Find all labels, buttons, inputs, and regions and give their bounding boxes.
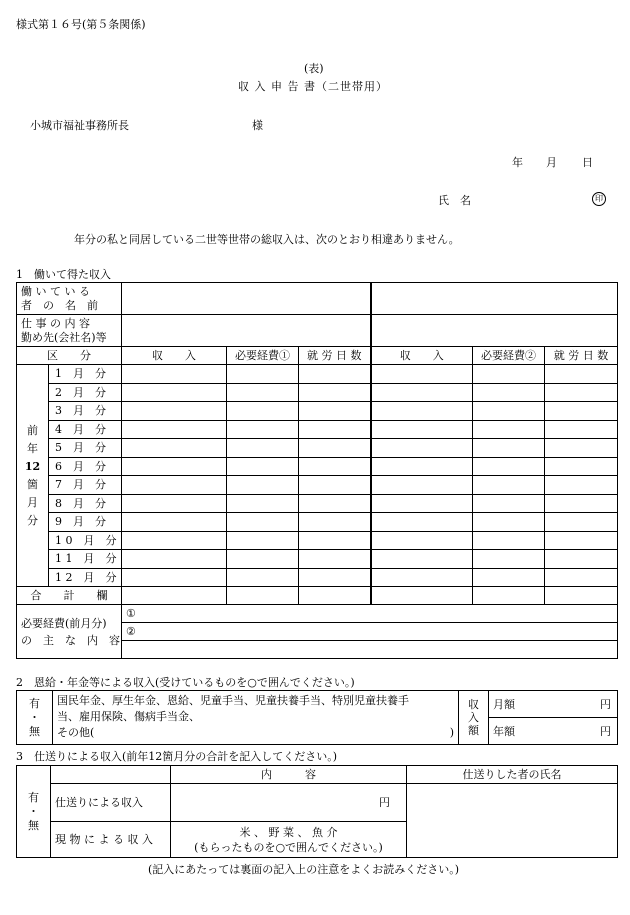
col-days-2: 就 労 日 数	[545, 347, 618, 365]
days-1-cell[interactable]	[299, 383, 371, 402]
days-1-cell[interactable]	[299, 531, 371, 550]
footer-note: (記入にあたっては裏面の記入上の注意をよくお読みください。)	[148, 863, 460, 876]
total-expense-2[interactable]	[473, 587, 545, 605]
income-2-cell[interactable]	[371, 420, 473, 439]
days-2-cell[interactable]	[545, 476, 618, 495]
worker-name-label: 働 い て い る 者 の 名 前	[17, 283, 122, 315]
income-2-cell[interactable]	[371, 439, 473, 458]
month-row	[17, 439, 618, 458]
total-days-2[interactable]	[545, 587, 618, 605]
date-year: 年	[512, 156, 523, 169]
col-category: 区 分	[17, 347, 122, 365]
month-label: 4 月 分	[49, 420, 122, 439]
income-2-cell[interactable]	[371, 476, 473, 495]
statement: 年分の私と同居している二世等世帯の総収入は、次のとおり相違ありません。	[74, 233, 460, 246]
month-rows	[17, 365, 618, 587]
section2-heading: 2 恩給・年金等による収入(受けているものを○で囲んでください。)	[16, 676, 355, 689]
income-2-cell[interactable]	[371, 550, 473, 569]
job-field-1[interactable]	[122, 315, 371, 347]
expense-2-cell[interactable]	[473, 494, 545, 513]
column-header-row	[17, 347, 618, 365]
worker-name-row	[17, 283, 618, 315]
month-label: 5 月 分	[49, 439, 122, 458]
month-row	[17, 568, 618, 587]
month-row	[17, 365, 618, 384]
total-income-1[interactable]	[122, 587, 227, 605]
total-label: 合 計 欄	[17, 587, 122, 605]
income-2-cell[interactable]	[371, 365, 473, 384]
days-2-cell[interactable]	[545, 402, 618, 421]
seal-icon: 印	[592, 192, 606, 206]
expense-detail-3[interactable]	[122, 641, 618, 659]
expense-1-cell[interactable]	[227, 494, 299, 513]
days-2-cell[interactable]	[545, 383, 618, 402]
job-label: 仕 事 の 内 容 勤め先(会社名)等	[17, 315, 122, 347]
seal-mark	[592, 191, 606, 206]
month-row	[17, 531, 618, 550]
section3-heading: 3 仕送りによる収入(前年12箇月分の合計を記入してください。)	[16, 750, 338, 763]
worker-name-field-2[interactable]	[371, 283, 618, 315]
income-1-cell[interactable]	[122, 550, 227, 569]
section1-heading: 1 働いて得た収入	[16, 268, 111, 281]
days-1-cell[interactable]	[299, 476, 371, 495]
month-label: 1 1 月 分	[49, 550, 122, 569]
expense-1-cell[interactable]	[227, 420, 299, 439]
total-days-1[interactable]	[299, 587, 371, 605]
expense-2-cell[interactable]	[473, 550, 545, 569]
month-label: 2 月 分	[49, 383, 122, 402]
days-2-cell[interactable]	[545, 420, 618, 439]
period-label: 前 年 12 箇 月 分	[17, 365, 49, 587]
days-2-cell[interactable]	[545, 550, 618, 569]
expense-1-cell[interactable]	[227, 383, 299, 402]
worker-name-field-1[interactable]	[122, 283, 371, 315]
income-2-cell[interactable]	[371, 402, 473, 421]
pension-yes-no[interactable]: 有 ・ 無	[17, 691, 53, 745]
expense-1-cell[interactable]	[227, 550, 299, 569]
expense-1-cell[interactable]	[227, 365, 299, 384]
expense-2-cell[interactable]	[473, 365, 545, 384]
earned-income-table	[16, 282, 618, 659]
month-label: 8 月 分	[49, 494, 122, 513]
month-label: 1 月 分	[49, 365, 122, 384]
days-1-cell[interactable]	[299, 494, 371, 513]
annual-amount[interactable]: 年額 円	[489, 718, 618, 745]
expense-1-cell[interactable]	[227, 457, 299, 476]
days-1-cell[interactable]	[299, 568, 371, 587]
days-1-cell[interactable]	[299, 420, 371, 439]
expense-2-cell[interactable]	[473, 531, 545, 550]
days-1-cell[interactable]	[299, 402, 371, 421]
expense-2-cell[interactable]	[473, 439, 545, 458]
month-label: 1 0 月 分	[49, 531, 122, 550]
expense-detail-1[interactable]: ①	[122, 605, 618, 623]
days-1-cell[interactable]	[299, 513, 371, 532]
income-1-cell[interactable]	[122, 531, 227, 550]
days-2-cell[interactable]	[545, 531, 618, 550]
income-1-cell[interactable]	[122, 476, 227, 495]
month-row	[17, 420, 618, 439]
days-2-cell[interactable]	[545, 365, 618, 384]
expense-1-cell[interactable]	[227, 513, 299, 532]
col-income-2: 収 入	[371, 347, 473, 365]
expense-detail-row-1	[17, 605, 618, 623]
expense-2-cell[interactable]	[473, 513, 545, 532]
total-income-2[interactable]	[371, 587, 473, 605]
income-2-cell[interactable]	[371, 383, 473, 402]
days-2-cell[interactable]	[545, 439, 618, 458]
expense-1-cell[interactable]	[227, 402, 299, 421]
expense-detail-2[interactable]: ②	[122, 623, 618, 641]
expense-detail-label: 必要経費(前月分) の 主 な 内 容	[17, 605, 122, 659]
expense-2-cell[interactable]	[473, 476, 545, 495]
expense-2-cell[interactable]	[473, 383, 545, 402]
income-2-cell[interactable]	[371, 531, 473, 550]
col-expense-1: 必要経費①	[227, 347, 299, 365]
form-title: 収 入 申 告 書（二世帯用）	[238, 80, 388, 93]
col-days-1: 就 労 日 数	[299, 347, 371, 365]
days-2-cell[interactable]	[545, 513, 618, 532]
month-row	[17, 402, 618, 421]
income-1-cell[interactable]	[122, 365, 227, 384]
expense-2-cell[interactable]	[473, 568, 545, 587]
income-1-cell[interactable]	[122, 568, 227, 587]
income-1-cell[interactable]	[122, 402, 227, 421]
expense-2-cell[interactable]	[473, 420, 545, 439]
days-2-cell[interactable]	[545, 457, 618, 476]
addressee: 小城市福祉事務所長	[30, 119, 129, 132]
days-2-cell[interactable]	[545, 568, 618, 587]
income-amount-label: 収 入 額	[459, 691, 489, 745]
remittance-yes-no[interactable]: 有 ・ 無	[17, 766, 51, 858]
days-1-cell[interactable]	[299, 457, 371, 476]
month-label: 7 月 分	[49, 476, 122, 495]
expense-1-cell[interactable]	[227, 476, 299, 495]
monthly-amount[interactable]: 月額 円	[489, 691, 618, 718]
income-1-cell[interactable]	[122, 457, 227, 476]
total-expense-1[interactable]	[227, 587, 299, 605]
kind-label: 現 物 に よ る 収 入	[51, 822, 171, 858]
income-1-cell[interactable]	[122, 439, 227, 458]
income-2-cell[interactable]	[371, 513, 473, 532]
expense-2-cell[interactable]	[473, 402, 545, 421]
name-label: 氏 名	[438, 194, 471, 207]
month-row	[17, 550, 618, 569]
col-sender: 仕送りした者の氏名	[407, 766, 618, 784]
month-row	[17, 457, 618, 476]
col-expense-2: 必要経費②	[473, 347, 545, 365]
expense-1-cell[interactable]	[227, 568, 299, 587]
month-label: 3 月 分	[49, 402, 122, 421]
income-1-cell[interactable]	[122, 420, 227, 439]
expense-1-cell[interactable]	[227, 439, 299, 458]
remit-label: 仕送りによる収入	[51, 784, 171, 822]
month-row	[17, 513, 618, 532]
income-2-cell[interactable]	[371, 494, 473, 513]
income-2-cell[interactable]	[371, 457, 473, 476]
month-label: 9 月 分	[49, 513, 122, 532]
form-number: 様式第１６号(第５条関係)	[16, 18, 146, 31]
days-1-cell[interactable]	[299, 550, 371, 569]
month-row	[17, 383, 618, 402]
pension-table	[16, 690, 618, 745]
sender-name-field[interactable]	[407, 784, 618, 858]
expense-2-cell[interactable]	[473, 457, 545, 476]
income-2-cell[interactable]	[371, 568, 473, 587]
col-income-1: 収 入	[122, 347, 227, 365]
month-label: 1 2 月 分	[49, 568, 122, 587]
income-1-cell[interactable]	[122, 383, 227, 402]
job-row	[17, 315, 618, 347]
date-day: 日	[582, 156, 593, 169]
job-field-2[interactable]	[371, 315, 618, 347]
remittance-table	[16, 765, 618, 858]
month-row	[17, 476, 618, 495]
month-row	[17, 494, 618, 513]
kind-items[interactable]: 米 、 野 菜 、 魚 介 (もらったものを○で囲んでください。)	[171, 822, 407, 858]
days-1-cell[interactable]	[299, 439, 371, 458]
income-1-cell[interactable]	[122, 494, 227, 513]
pension-types[interactable]: 国民年金、厚生年金、恩給、児童手当、児童扶養手当、特別児童扶養手 当、雇用保険、傷病手当金、 その他( )	[53, 691, 459, 745]
date-month: 月	[546, 156, 557, 169]
col-content: 内 容	[171, 766, 407, 784]
form-side: (表)	[304, 62, 324, 75]
honorific: 様	[252, 119, 263, 132]
total-row	[17, 587, 618, 605]
remit-amount[interactable]: 円	[171, 784, 407, 822]
income-1-cell[interactable]	[122, 513, 227, 532]
expense-1-cell[interactable]	[227, 531, 299, 550]
days-1-cell[interactable]	[299, 365, 371, 384]
month-label: 6 月 分	[49, 457, 122, 476]
days-2-cell[interactable]	[545, 494, 618, 513]
